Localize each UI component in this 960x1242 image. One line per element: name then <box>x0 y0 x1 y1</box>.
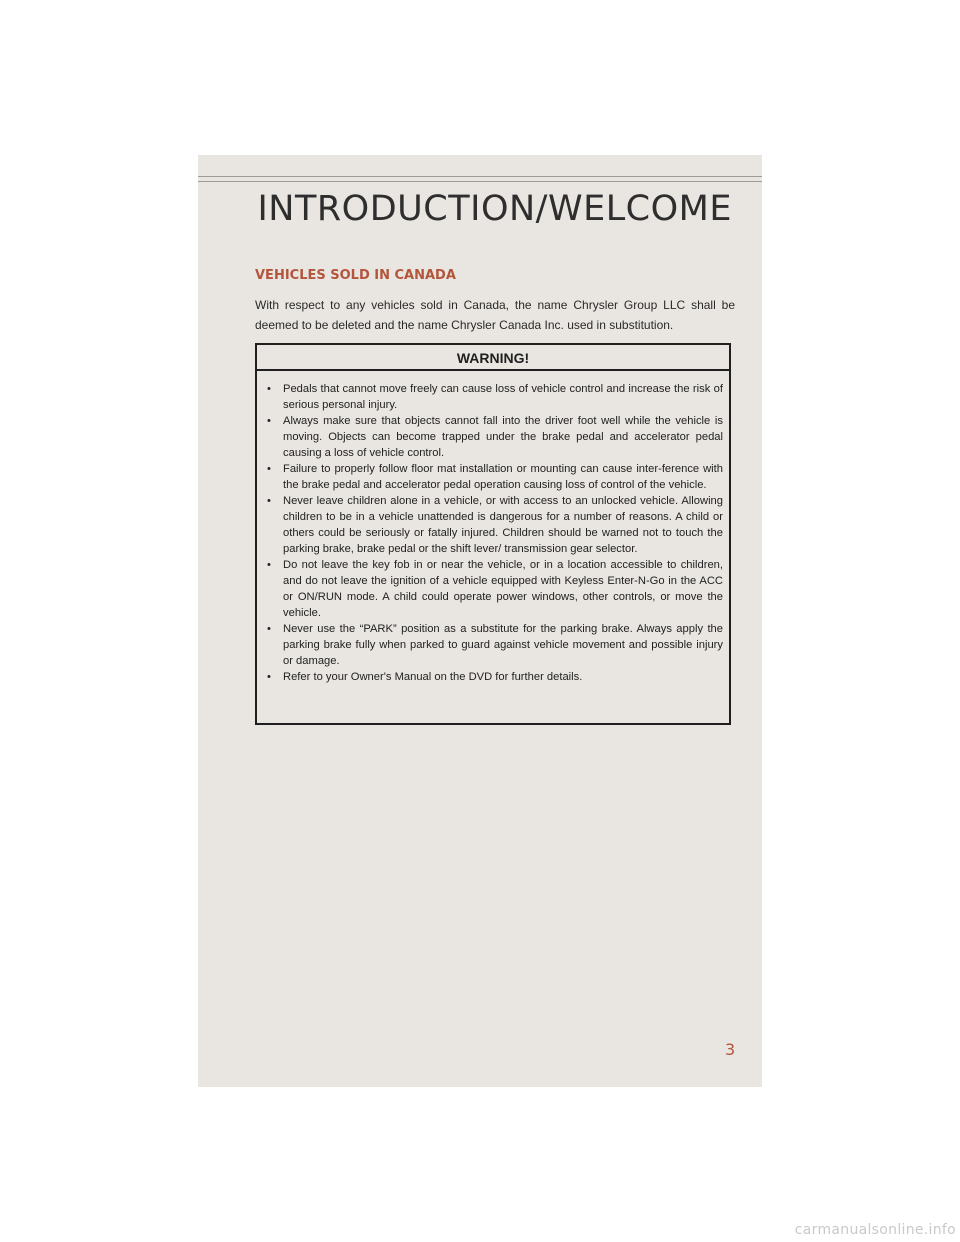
bullet-icon: • <box>267 415 271 427</box>
warning-item: • Always make sure that objects cannot fall into the driver foot well while the vehicle is moving. Objects can become trapped under the brake pedal and accelerator pedal causing a loss of vehicle control. <box>267 415 723 459</box>
bullet-icon: • <box>267 559 271 571</box>
watermark-text: carmanualsonline.info <box>794 1222 956 1238</box>
bullet-icon: • <box>267 383 271 395</box>
warning-item: • Refer to your Owner's Manual on the DVD for further details. <box>267 671 583 683</box>
warning-title: WARNING! <box>255 347 731 371</box>
bullet-icon: • <box>267 463 271 475</box>
warning-item: • Never use the “PARK” position as a substitute for the parking brake. Always apply the parking brake fully when parked to guard against vehicle movement and possible injury or damage. <box>267 623 723 667</box>
page-number: 3 <box>725 1040 736 1059</box>
section-heading: VEHICLES SOLD IN CANADA <box>255 268 456 283</box>
header-rule-bottom <box>198 181 762 182</box>
bullet-icon: • <box>267 671 271 683</box>
bullet-icon: • <box>267 623 271 635</box>
bullet-icon: • <box>267 495 271 507</box>
warning-item: • Pedals that cannot move freely can cause loss of vehicle control and increase the risk of serious personal injury. <box>267 383 723 411</box>
page-title: INTRODUCTION/WELCOME <box>257 189 732 229</box>
manual-page <box>198 155 762 1087</box>
warning-item: • Never leave children alone in a vehicle, or with access to an unlocked vehicle. Allowing children to be in a vehicle unattended is dangerous for a number of reasons. A child or others could be seriously or fatally injured. Children should be warned not to touch the parking brake, brake pedal or the shift lever/ transmission gear selector. <box>267 495 723 555</box>
warning-list <box>257 371 729 685</box>
intro-paragraph: With respect to any vehicles sold in Canada, the name Chrysler Group LLC shall be deemed to be deleted and the name Chrysler Canada Inc. used in substitution. <box>255 298 735 332</box>
warning-item: • Failure to properly follow floor mat installation or mounting can cause inter-ference with the brake pedal and accelerator pedal operation causing loss of control of the vehicle. <box>267 463 723 491</box>
warning-item: • Do not leave the key fob in or near the vehicle, or in a location accessible to children, and do not leave the ignition of a vehicle equipped with Keyless Enter-N-Go in the ACC or ON/RUN mode. A child could operate power windows, other controls, or move the vehicle. <box>267 559 723 619</box>
warning-box <box>255 343 731 725</box>
header-rule-top <box>198 176 762 177</box>
